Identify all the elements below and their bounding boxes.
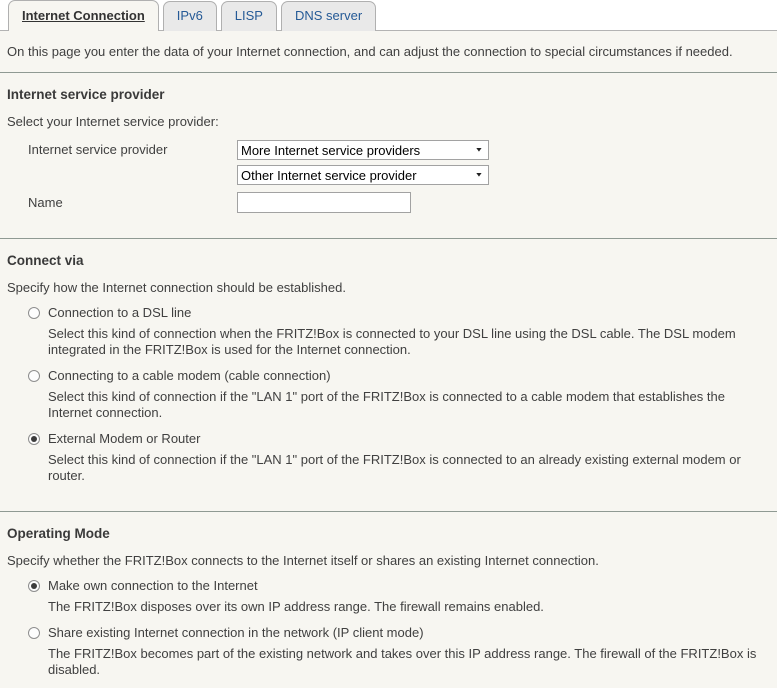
name-row bbox=[28, 192, 777, 213]
section-divider bbox=[0, 72, 777, 73]
section-divider bbox=[0, 238, 777, 239]
isp-section-subtext: Select your Internet service provider: bbox=[7, 114, 219, 129]
connect-via-heading: Connect via bbox=[7, 253, 84, 268]
provider-select-row-2 bbox=[28, 165, 777, 185]
provider-name-input[interactable] bbox=[237, 192, 411, 213]
section-divider bbox=[0, 511, 777, 512]
page-content bbox=[0, 31, 777, 678]
radio-ip-client-mode-label[interactable]: Share existing Internet connection in the network (IP client mode) bbox=[48, 625, 424, 640]
radio-external-modem[interactable] bbox=[28, 433, 40, 445]
option-cable-modem-description: Select this kind of connection if the "LAN 1" port of the FRITZ!Box is connected to a cable modem that establishes the Internet connection. bbox=[48, 389, 725, 420]
option-own-connection[interactable] bbox=[28, 578, 777, 593]
radio-own-connection[interactable] bbox=[28, 580, 40, 592]
connect-via-subtext: Specify how the Internet connection should be established. bbox=[7, 280, 346, 295]
radio-own-connection-label[interactable]: Make own connection to the Internet bbox=[48, 578, 258, 593]
operating-mode-heading: Operating Mode bbox=[7, 526, 110, 541]
tab-lisp[interactable]: LISP bbox=[221, 1, 277, 31]
tab-dns-server[interactable]: DNS server bbox=[281, 1, 376, 31]
operating-mode-options bbox=[0, 578, 777, 678]
option-ip-client-mode[interactable] bbox=[28, 625, 777, 640]
option-cable-modem[interactable] bbox=[28, 368, 777, 383]
radio-ip-client-mode[interactable] bbox=[28, 627, 40, 639]
option-own-connection-description: The FRITZ!Box disposes over its own IP address range. The firewall remains enabled. bbox=[48, 599, 544, 614]
option-dsl-line[interactable] bbox=[28, 305, 777, 320]
provider-category-select[interactable] bbox=[237, 140, 489, 160]
tab-internet-connection[interactable]: Internet Connection bbox=[8, 0, 159, 31]
radio-dsl-line-label[interactable]: Connection to a DSL line bbox=[48, 305, 192, 320]
chevron-down-icon: ▼ bbox=[474, 146, 484, 154]
radio-external-modem-label[interactable]: External Modem or Router bbox=[48, 431, 201, 446]
radio-cable-modem-label[interactable]: Connecting to a cable modem (cable connection) bbox=[48, 368, 331, 383]
isp-form bbox=[0, 140, 777, 213]
tab-bar bbox=[0, 0, 777, 31]
option-external-modem[interactable] bbox=[28, 431, 777, 446]
provider-label: Internet service provider bbox=[28, 142, 168, 157]
tab-ipv6[interactable]: IPv6 bbox=[163, 1, 217, 31]
radio-dsl-line[interactable] bbox=[28, 307, 40, 319]
provider-select-row bbox=[28, 140, 777, 160]
isp-section-heading: Internet service provider bbox=[7, 87, 165, 102]
page-intro-text: On this page you enter the data of your Internet connection, and can adjust the connection to special circumstances if needed. bbox=[7, 44, 733, 59]
provider-select-wrap bbox=[237, 140, 489, 160]
option-dsl-line-description: Select this kind of connection when the FRITZ!Box is connected to your DSL line using the DSL cable. The DSL modem integrated in the FRITZ!Box is used for the Internet connection. bbox=[48, 326, 736, 357]
provider-select-wrap-2 bbox=[237, 165, 489, 185]
operating-mode-subtext: Specify whether the FRITZ!Box connects to the Internet itself or shares an existing Internet connection. bbox=[7, 553, 599, 568]
option-external-modem-description: Select this kind of connection if the "LAN 1" port of the FRITZ!Box is connected to an already existing external modem or router. bbox=[48, 452, 741, 483]
name-label: Name bbox=[28, 194, 63, 210]
connect-via-options bbox=[0, 305, 777, 484]
provider-select[interactable] bbox=[237, 165, 489, 185]
option-ip-client-mode-description: The FRITZ!Box becomes part of the existing network and takes over this IP address range. The firewall of the FRITZ!Box is disabled. bbox=[48, 646, 757, 677]
chevron-down-icon: ▼ bbox=[474, 171, 484, 179]
radio-cable-modem[interactable] bbox=[28, 370, 40, 382]
